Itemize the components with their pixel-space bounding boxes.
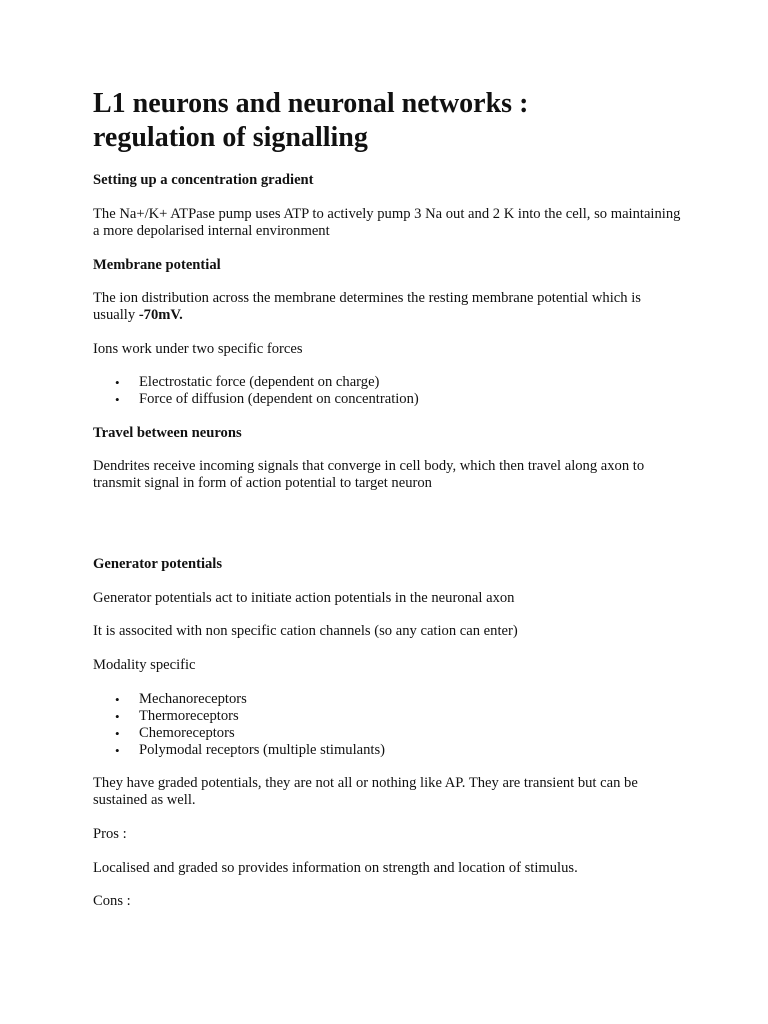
title-line-1: L1 neurons and neuronal networks :: [93, 88, 529, 119]
para-generator-1: Generator potentials act to initiate action potentials in the neuronal axon: [93, 590, 515, 606]
cons-label: Cons :: [93, 893, 131, 909]
pros-text: Localised and graded so provides information on strength and location of stimulus.: [93, 860, 578, 876]
para-concentration-gradient: The Na+/K+ ATPase pump uses ATP to actively pump 3 Na out and 2 K into the cell, so maintaining a more depolarised internal environment: [93, 206, 681, 239]
heading-membrane-potential: Membrane potential: [93, 257, 221, 273]
list-item: • Polymodal receptors (multiple stimulants): [93, 742, 683, 759]
para-modality-intro: Modality specific: [93, 657, 196, 673]
page-title: [93, 87, 693, 155]
list-item: • Mechanoreceptors: [93, 691, 683, 708]
heading-generator-potentials: Generator potentials: [93, 556, 223, 572]
receptors-list: [93, 691, 683, 759]
forces-list: [93, 374, 683, 408]
para-graded-potentials: They have graded potentials, they are not all or nothing like AP. They are transient but can be sustained as well.: [93, 775, 638, 808]
para-membrane-potential: [93, 290, 683, 324]
list-item: • Force of diffusion (dependent on concentration): [93, 391, 683, 408]
membrane-value: -70mV.: [138, 307, 183, 323]
para-travel-between-neurons: Dendrites receive incoming signals that converge in cell body, which then travel along axon to transmit signal in form of action potential to target neuron: [93, 458, 645, 491]
list-item: • Thermoreceptors: [93, 708, 683, 725]
membrane-text: The ion distribution across the membrane determines the resting membrane potential which is usually: [93, 290, 641, 323]
pros-label: Pros :: [93, 826, 127, 842]
para-forces-intro: Ions work under two specific forces: [93, 341, 303, 357]
heading-travel-between-neurons: Travel between neurons: [93, 425, 242, 441]
title-line-2: regulation of signalling: [93, 122, 368, 153]
para-generator-2: It is associted with non specific cation channels (so any cation can enter): [93, 623, 518, 639]
list-item: • Electrostatic force (dependent on charge): [93, 374, 683, 391]
list-item: • Chemoreceptors: [93, 725, 683, 742]
heading-concentration-gradient: Setting up a concentration gradient: [93, 172, 314, 188]
